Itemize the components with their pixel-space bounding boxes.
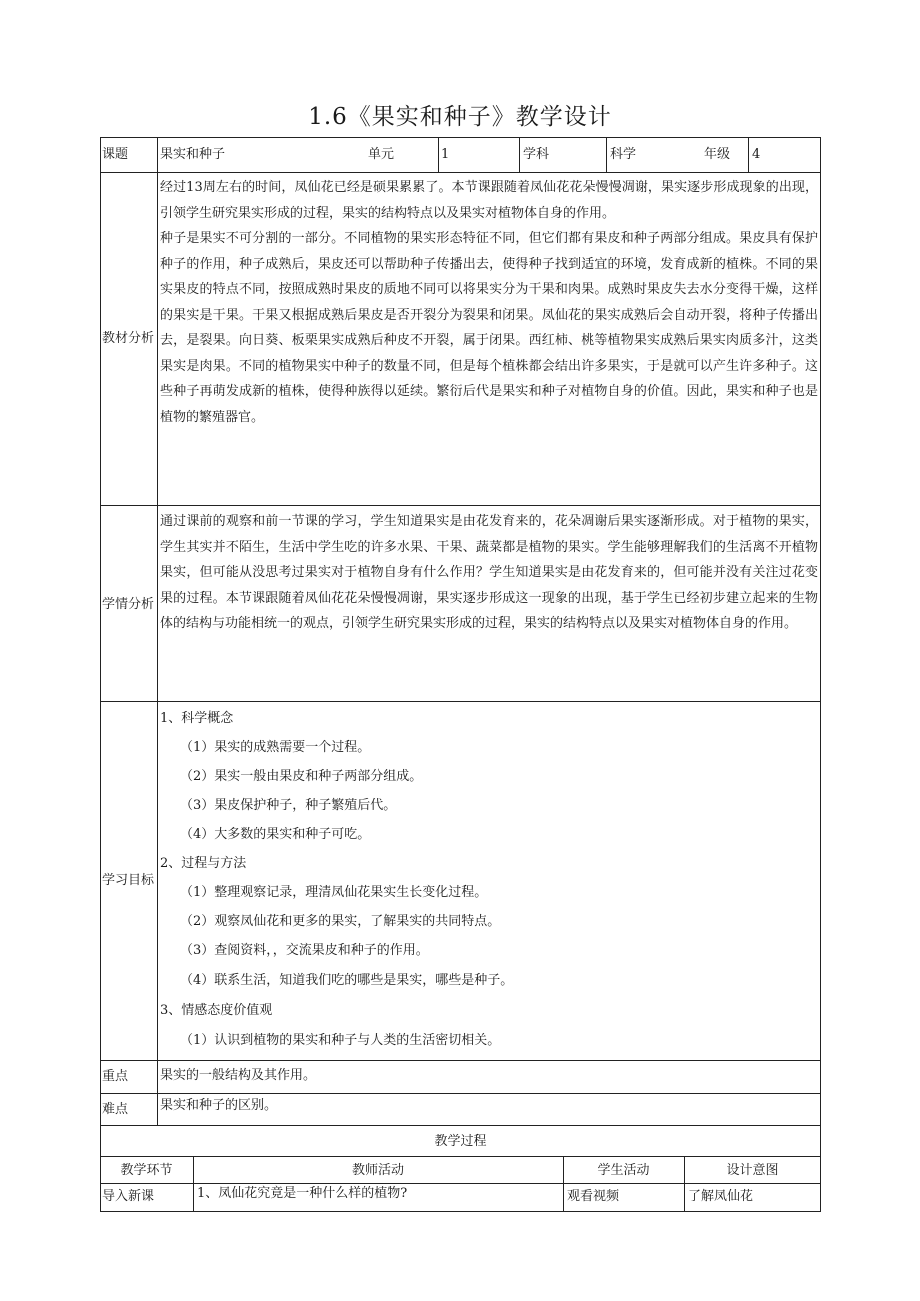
row-divider (100, 1125, 821, 1126)
goal-item: （1）果实的成熟需要一个过程。 (180, 740, 371, 755)
process-heading: 教学过程 (434, 1134, 487, 1149)
row-divider (100, 505, 821, 506)
key-point-text: 果实的一般结构及其作用。 (160, 1068, 317, 1083)
process-row-stage: 导入新课 (102, 1189, 155, 1204)
process-col-header: 教师活动 (351, 1163, 404, 1178)
goal-item: （4）联系生活，知道我们吃的哪些是果实，哪些是种子。 (180, 973, 514, 988)
grade-value: 4 (752, 147, 761, 162)
unit-value: 1 (441, 147, 450, 162)
process-row-student: 观看视频 (567, 1189, 620, 1204)
learner-analysis-label: 学情分析 (102, 597, 155, 612)
material-analysis-paragraph: 种子是果实不可分割的一部分。不同植物的果实形态特征不同，但它们都有果皮和种子两部分组成。果皮具有保护种子的作用，种子成熟后，果皮还可以帮助种子传播出去，使得种子找到适宜的环境，发育成新的植株。不同的果实果皮的特点不同，按照成熟时果皮的质地不同可以将果实分为干果和肉果。成熟时果皮失去水分变得干燥，这样的果实是干果。干果又根据成熟后果皮是否开裂分为裂果和闭果。凤仙花的果实成熟后会自动开裂，将种子传播出去，是裂果。向日葵、板栗果实成熟后种皮不开裂，属于闭果。西红柿、桃等植物果实成熟后果实肉质多汁，这类果实是肉果。不同的植物果实中种子的数量不同，但是每个植株都会结出许多果实，于是就可以产生许多种子。这些种子再萌发成新的植株，使得种族得以延续。繁衍后代是果实和种子对植物自身的价值。因此，果实和种子也是植物的繁殖器官。 (160, 231, 818, 425)
goal-heading: 1、科学概念 (160, 711, 234, 726)
difficulty-label: 难点 (102, 1102, 129, 1117)
column-divider (519, 137, 520, 173)
difficulty-text: 果实和种子的区别。 (160, 1098, 278, 1113)
process-col-header: 学生活动 (597, 1163, 650, 1178)
material-analysis-paragraph: 经过13周左右的时间，凤仙花已经是硕果累累了。本节课跟随着凤仙花花朵慢慢凋谢，果实逐步形成现象的出现，引领学生研究果实形成的过程，果实的结构特点以及果实对植物体自身的作用。 (160, 180, 818, 221)
column-divider (157, 137, 158, 1125)
goal-heading: 2、过程与方法 (160, 856, 247, 871)
goal-heading: 3、情感态度价值观 (160, 1003, 273, 1018)
subject-label: 学科 (523, 147, 550, 162)
process-col-header: 设计意图 (726, 1163, 779, 1178)
goal-item: （2）果实一般由果皮和种子两部分组成。 (180, 769, 423, 784)
course-label: 课题 (102, 147, 129, 162)
learning-goals-list (160, 707, 810, 1052)
learner-analysis-text: 通过课前的观察和前一节课的学习，学生知道果实是由花发育来的，花朵凋谢后果实逐渐形成。对于植物的果实，学生其实并不陌生，生活中学生吃的许多水果、干果、蔬菜都是植物的果实。学生能够理解我们的生活离不开植物果实，但可能从没思考过果实对于植物自身有什么作用？学生知道果实是由花发育来的，但可能并没有关注过花变果的过程。本节课跟随着凤仙花花朵慢慢凋谢，果实逐步形成这一现象的出现，基于学生已经初步建立起来的生物体的结构与功能相统一的观点，引领学生研究果实形成的过程，果实的结构特点以及果实对植物体自身的作用。 (160, 514, 818, 631)
row-divider (100, 1156, 821, 1157)
row-divider (100, 701, 821, 702)
goal-item: （2）观察凤仙花和更多的果实，了解果实的共同特点。 (180, 914, 501, 929)
column-divider (606, 137, 607, 173)
goal-item: （1）整理观察记录，理清凤仙花果实生长变化过程。 (180, 885, 488, 900)
unit-label: 单元 (368, 147, 395, 162)
page-title: 1.6《果实和种子》教学设计 (308, 104, 612, 130)
course-value: 果实和种子 (160, 147, 226, 162)
goal-item: （4）大多数的果实和种子可吃。 (180, 827, 371, 842)
row-divider (100, 1093, 821, 1094)
goal-item: （3）查阅资料，，交流果皮和种子的作用。 (180, 943, 429, 958)
goal-item: （3）果皮保护种子，种子繁殖后代。 (180, 798, 397, 813)
goal-item: （1）认识到植物的果实和种子与人类的生活密切相关。 (180, 1033, 501, 1048)
process-row-purpose: 了解凤仙花 (688, 1189, 754, 1204)
grade-label: 年级 (704, 147, 731, 162)
row-divider (100, 1183, 821, 1184)
material-analysis-label: 教材分析 (102, 331, 155, 346)
row-divider (100, 1060, 821, 1061)
process-col-header: 教学环节 (120, 1163, 173, 1178)
process-row-teacher: 1、凤仙花究竟是一种什么样的植物? (197, 1186, 408, 1201)
row-divider (100, 172, 821, 173)
column-divider (438, 137, 439, 173)
column-divider (748, 137, 749, 173)
learning-goals-label: 学习目标 (102, 873, 155, 888)
key-point-label: 重点 (102, 1069, 129, 1084)
material-analysis-text (160, 175, 818, 430)
subject-value: 科学 (610, 147, 637, 162)
